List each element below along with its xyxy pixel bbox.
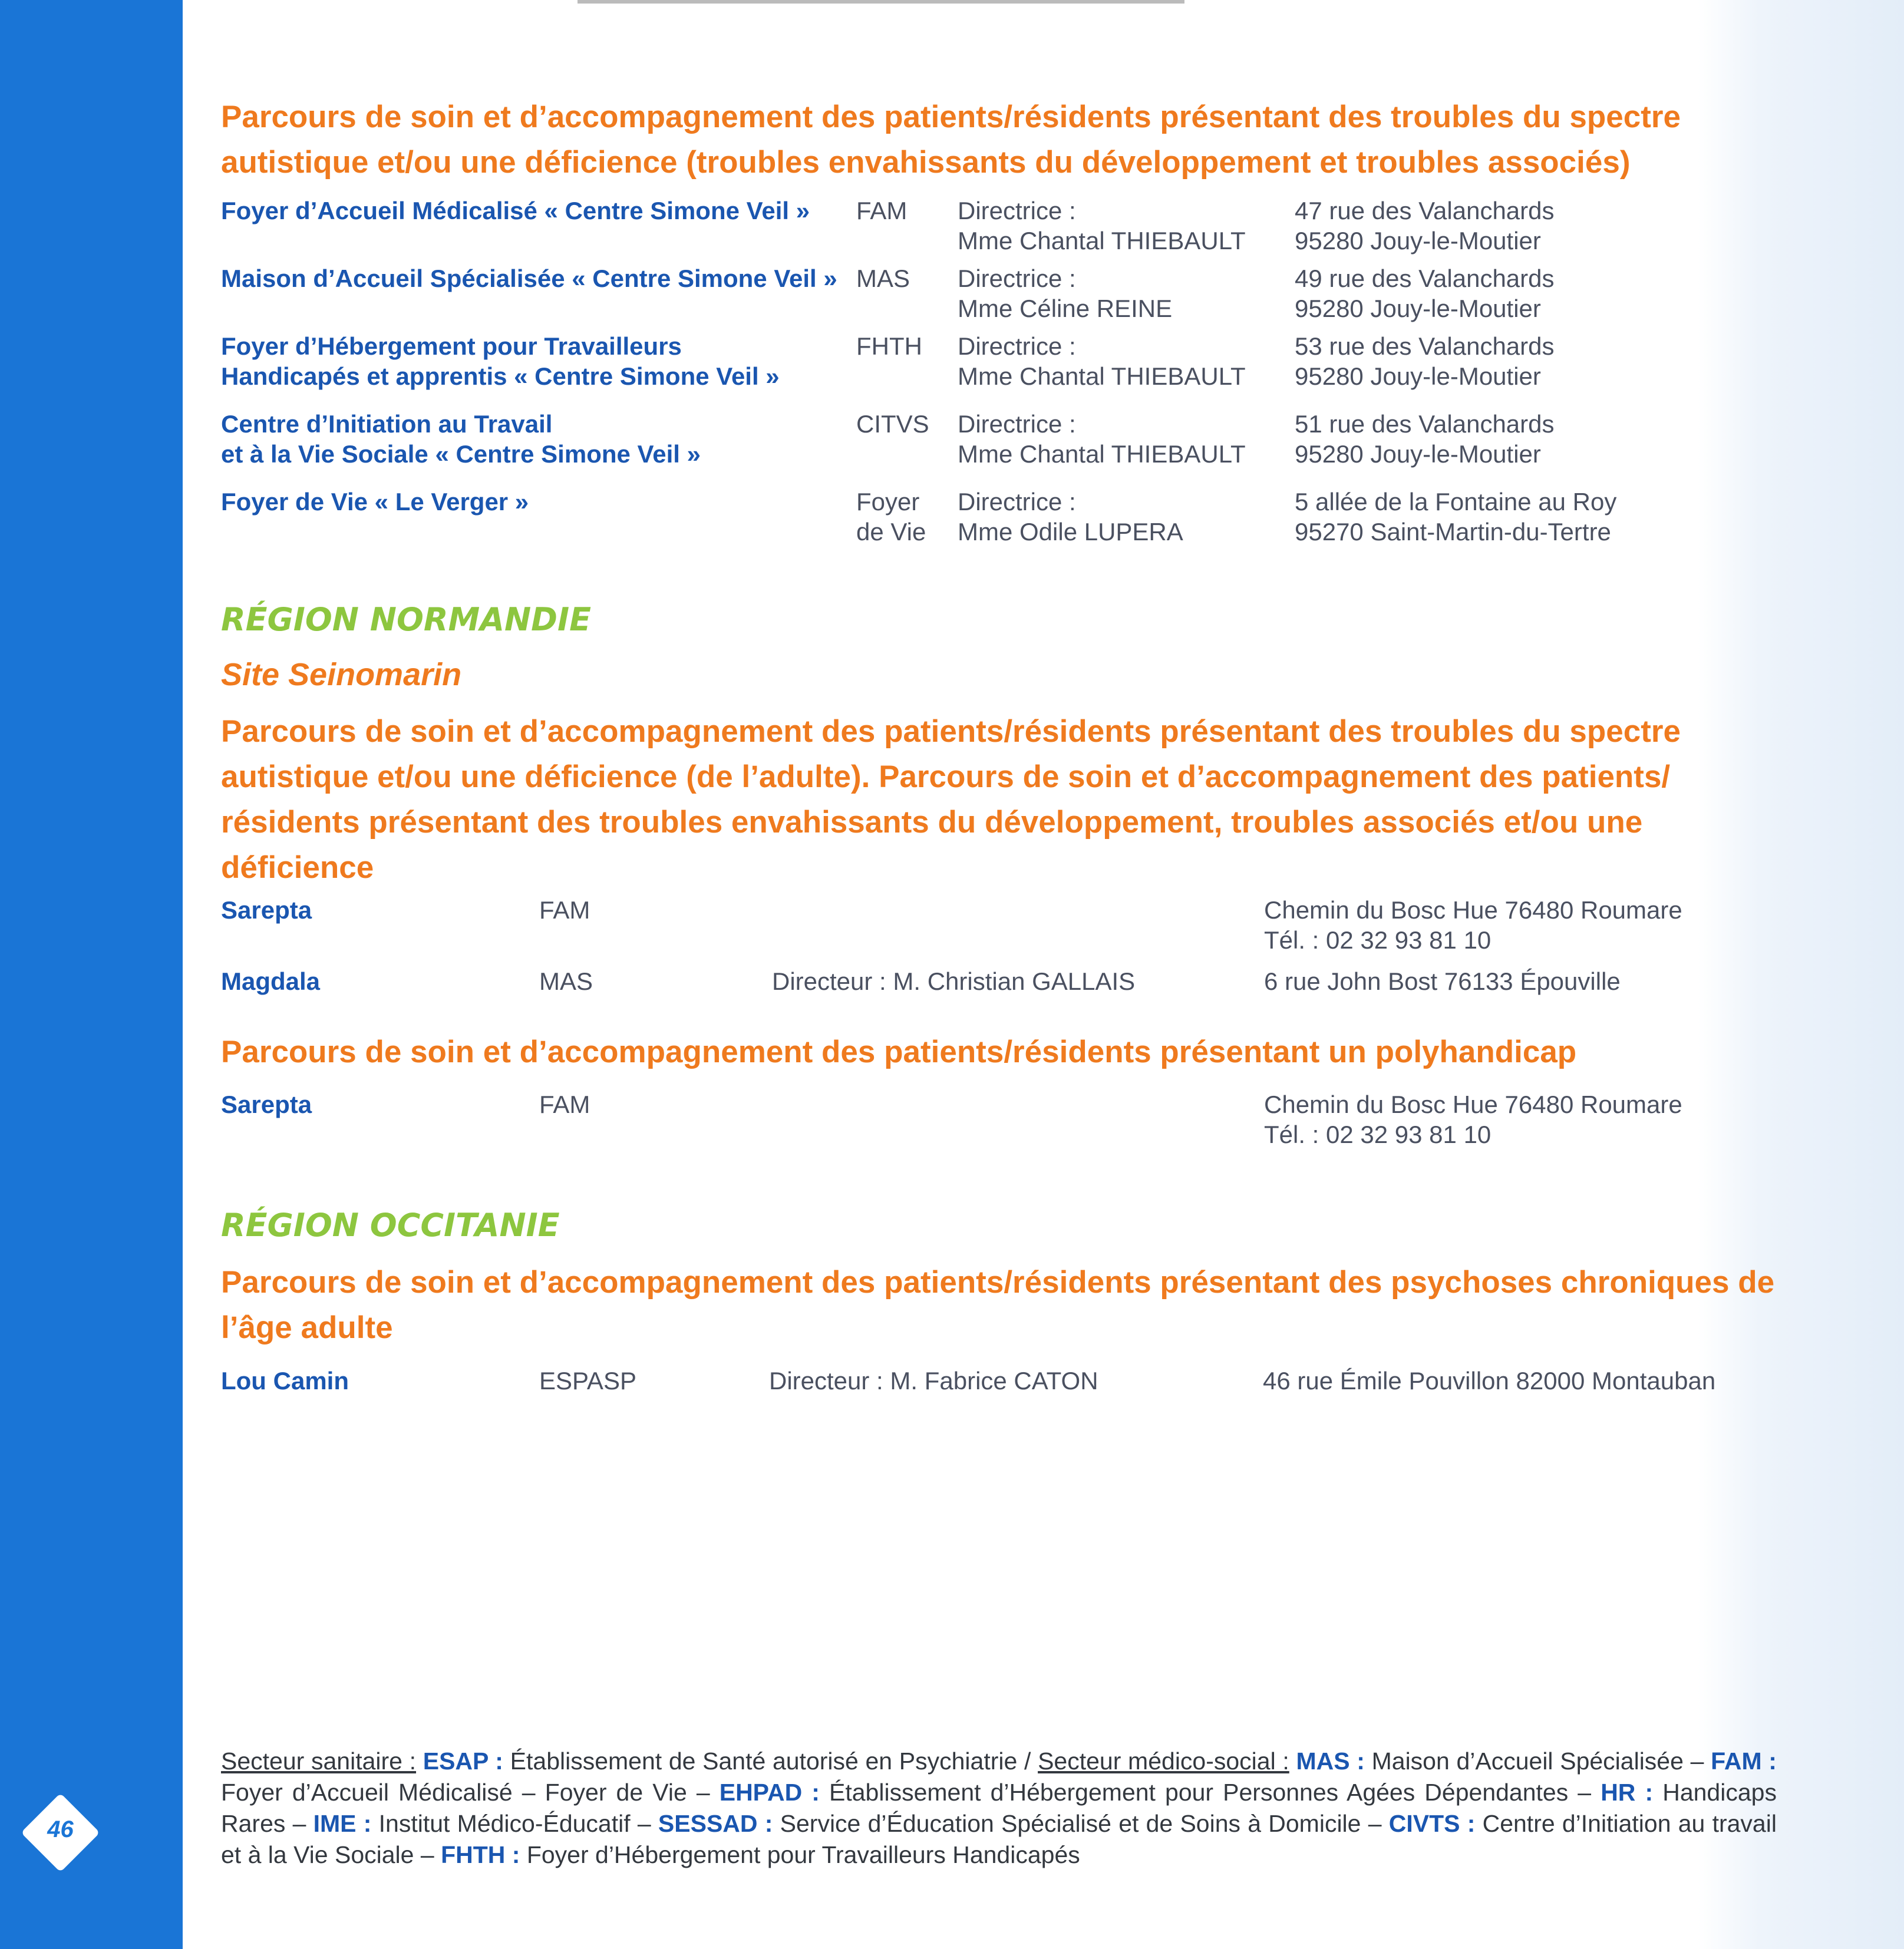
establishment-name: Magdala [221, 967, 321, 995]
establishment-type: FAM [539, 896, 590, 924]
table-row [221, 263, 1800, 328]
legend-abbr: IME : [313, 1810, 372, 1837]
section3-heading: Parcours de soin et d’accompagnement des patients/résidents présentant un polyhandicap [221, 1035, 1577, 1069]
legend-text: Handicaps Rares – [221, 1779, 1777, 1837]
region-title: RÉGION NORMANDIE [221, 601, 591, 638]
establishment-type: FAM [856, 197, 908, 224]
establishment-director: Directrice : Mme Chantal THIEBAULT [958, 410, 1246, 468]
region-title: RÉGION OCCITANIE [221, 1207, 560, 1244]
establishment-director: Directrice : Mme Céline REINE [958, 265, 1173, 322]
establishment-address: Chemin du Bosc Hue 76480 Roumare Tél. : 02 32 93 81 10 [1264, 1091, 1682, 1148]
establishment-address: Chemin du Bosc Hue 76480 Roumare Tél. : 02 32 93 81 10 [1264, 896, 1682, 954]
establishment-director: Directeur : M. Christian GALLAIS [772, 967, 1136, 995]
establishment-type: MAS [539, 967, 593, 995]
table-row [221, 487, 1800, 551]
section2-heading: Parcours de soin et d’accompagnement des patients/résidents présentant des troubles du spectre autistique et/ou une déficience (de l’adulte). Parcours de soin et d’accompagnement des patients/ résidents présentant des troubles envahissants du développement, troubles associés et/ou une déficience [221, 714, 1681, 885]
legend-text: Centre d’Initiation au travail et à la Vie Sociale – [221, 1810, 1777, 1868]
establishment-address: 49 rue des Valanchards 95280 Jouy-le-Moutier [1295, 265, 1555, 322]
establishment-type: Foyer de Vie [856, 488, 926, 546]
establishment-type: CITVS [856, 410, 929, 438]
legend-text: Établissement de Santé autorisé en Psychiatrie [510, 1748, 1018, 1775]
section4-heading: Parcours de soin et d’accompagnement des patients/résidents présentant des psychoses chroniques de l’âge adulte [221, 1265, 1775, 1345]
establishment-name: Foyer d’Accueil Médicalisé « Centre Simone Veil » [221, 197, 810, 224]
establishment-address: 47 rue des Valanchards 95280 Jouy-le-Moutier [1295, 197, 1555, 255]
establishment-director: Directrice : Mme Odile LUPERA [958, 488, 1183, 546]
establishment-address: 6 rue John Bost 76133 Épouville [1264, 967, 1621, 995]
establishment-address: 51 rue des Valanchards 95280 Jouy-le-Moutier [1295, 410, 1555, 468]
legend-abbr: HR : [1601, 1779, 1654, 1806]
legend-text: Établissement d’Hébergement pour Personnes Agées Dépendantes – [829, 1779, 1592, 1806]
table-row [221, 966, 1800, 1031]
legend-abbr: ESAP : [423, 1748, 503, 1775]
blue-sidebar [0, 0, 183, 1949]
legend-abbr: MAS : [1296, 1748, 1365, 1775]
establishment-name: Foyer d’Hébergement pour Travailleurs Handicapés et apprentis « Centre Simone Veil » [221, 332, 780, 390]
table-row [221, 196, 1800, 260]
legend-abbr: FHTH : [441, 1841, 520, 1868]
establishment-type: FAM [539, 1091, 590, 1118]
page-number: 46 [47, 1816, 74, 1842]
table-row [221, 409, 1800, 474]
legend-abbr: SESSAD : [658, 1810, 773, 1837]
legend-sanitaire-label: Secteur sanitaire : [221, 1748, 417, 1775]
establishment-director: Directrice : Mme Chantal THIEBAULT [958, 332, 1246, 390]
legend-separator: / [1024, 1748, 1031, 1775]
establishment-name: Centre d’Initiation au Travail et à la Vie Sociale « Centre Simone Veil » [221, 410, 701, 468]
legend-abbr: FAM : [1711, 1748, 1777, 1775]
table-row [221, 1089, 1800, 1154]
legend-text: Foyer d’Accueil Médicalisé – Foyer de Vie – [221, 1779, 710, 1806]
top-rule [578, 0, 1184, 4]
legend-abbr: CIVTS : [1388, 1810, 1476, 1837]
site-title: Site Seinomarin [221, 657, 462, 692]
establishment-address: 46 rue Émile Pouvillon 82000 Montauban [1263, 1367, 1716, 1395]
establishment-name: Maison d’Accueil Spécialisée « Centre Simone Veil » [221, 265, 837, 292]
establishment-name: Sarepta [221, 1091, 312, 1118]
legend-text: Institut Médico-Éducatif – [378, 1810, 651, 1837]
establishment-type: MAS [856, 265, 910, 292]
legend-text: Maison d’Accueil Spécialisée – [1371, 1748, 1704, 1775]
establishment-name: Sarepta [221, 896, 312, 924]
establishment-name: Lou Camin [221, 1367, 349, 1395]
establishment-type: ESPASP [539, 1367, 636, 1395]
establishment-name: Foyer de Vie « Le Verger » [221, 488, 529, 516]
legend-abbr: EHPAD : [719, 1779, 820, 1806]
legend-text: Service d’Éducation Spécialisé et de Soins à Domicile – [780, 1810, 1382, 1837]
table-row [221, 895, 1800, 960]
establishment-address: 53 rue des Valanchards 95280 Jouy-le-Moutier [1295, 332, 1555, 390]
establishment-director: Directeur : M. Fabrice CATON [769, 1367, 1098, 1395]
legend-medico-label: Secteur médico-social : [1038, 1748, 1289, 1775]
table-row [221, 331, 1800, 396]
establishment-director: Directrice : Mme Chantal THIEBAULT [958, 197, 1246, 255]
legend-text: Foyer d’Hébergement pour Travailleurs Handicapés [526, 1841, 1080, 1868]
abbreviations-legend [221, 1746, 1777, 1871]
table-row [221, 1366, 1800, 1431]
establishment-address: 5 allée de la Fontaine au Roy 95270 Saint-Martin-du-Tertre [1295, 488, 1617, 546]
establishment-type: FHTH [856, 332, 922, 360]
section1-heading: Parcours de soin et d’accompagnement des patients/résidents présentant des troubles du spectre autistique et/ou une déficience (troubles envahissants du développement et troubles associés) [221, 100, 1681, 180]
